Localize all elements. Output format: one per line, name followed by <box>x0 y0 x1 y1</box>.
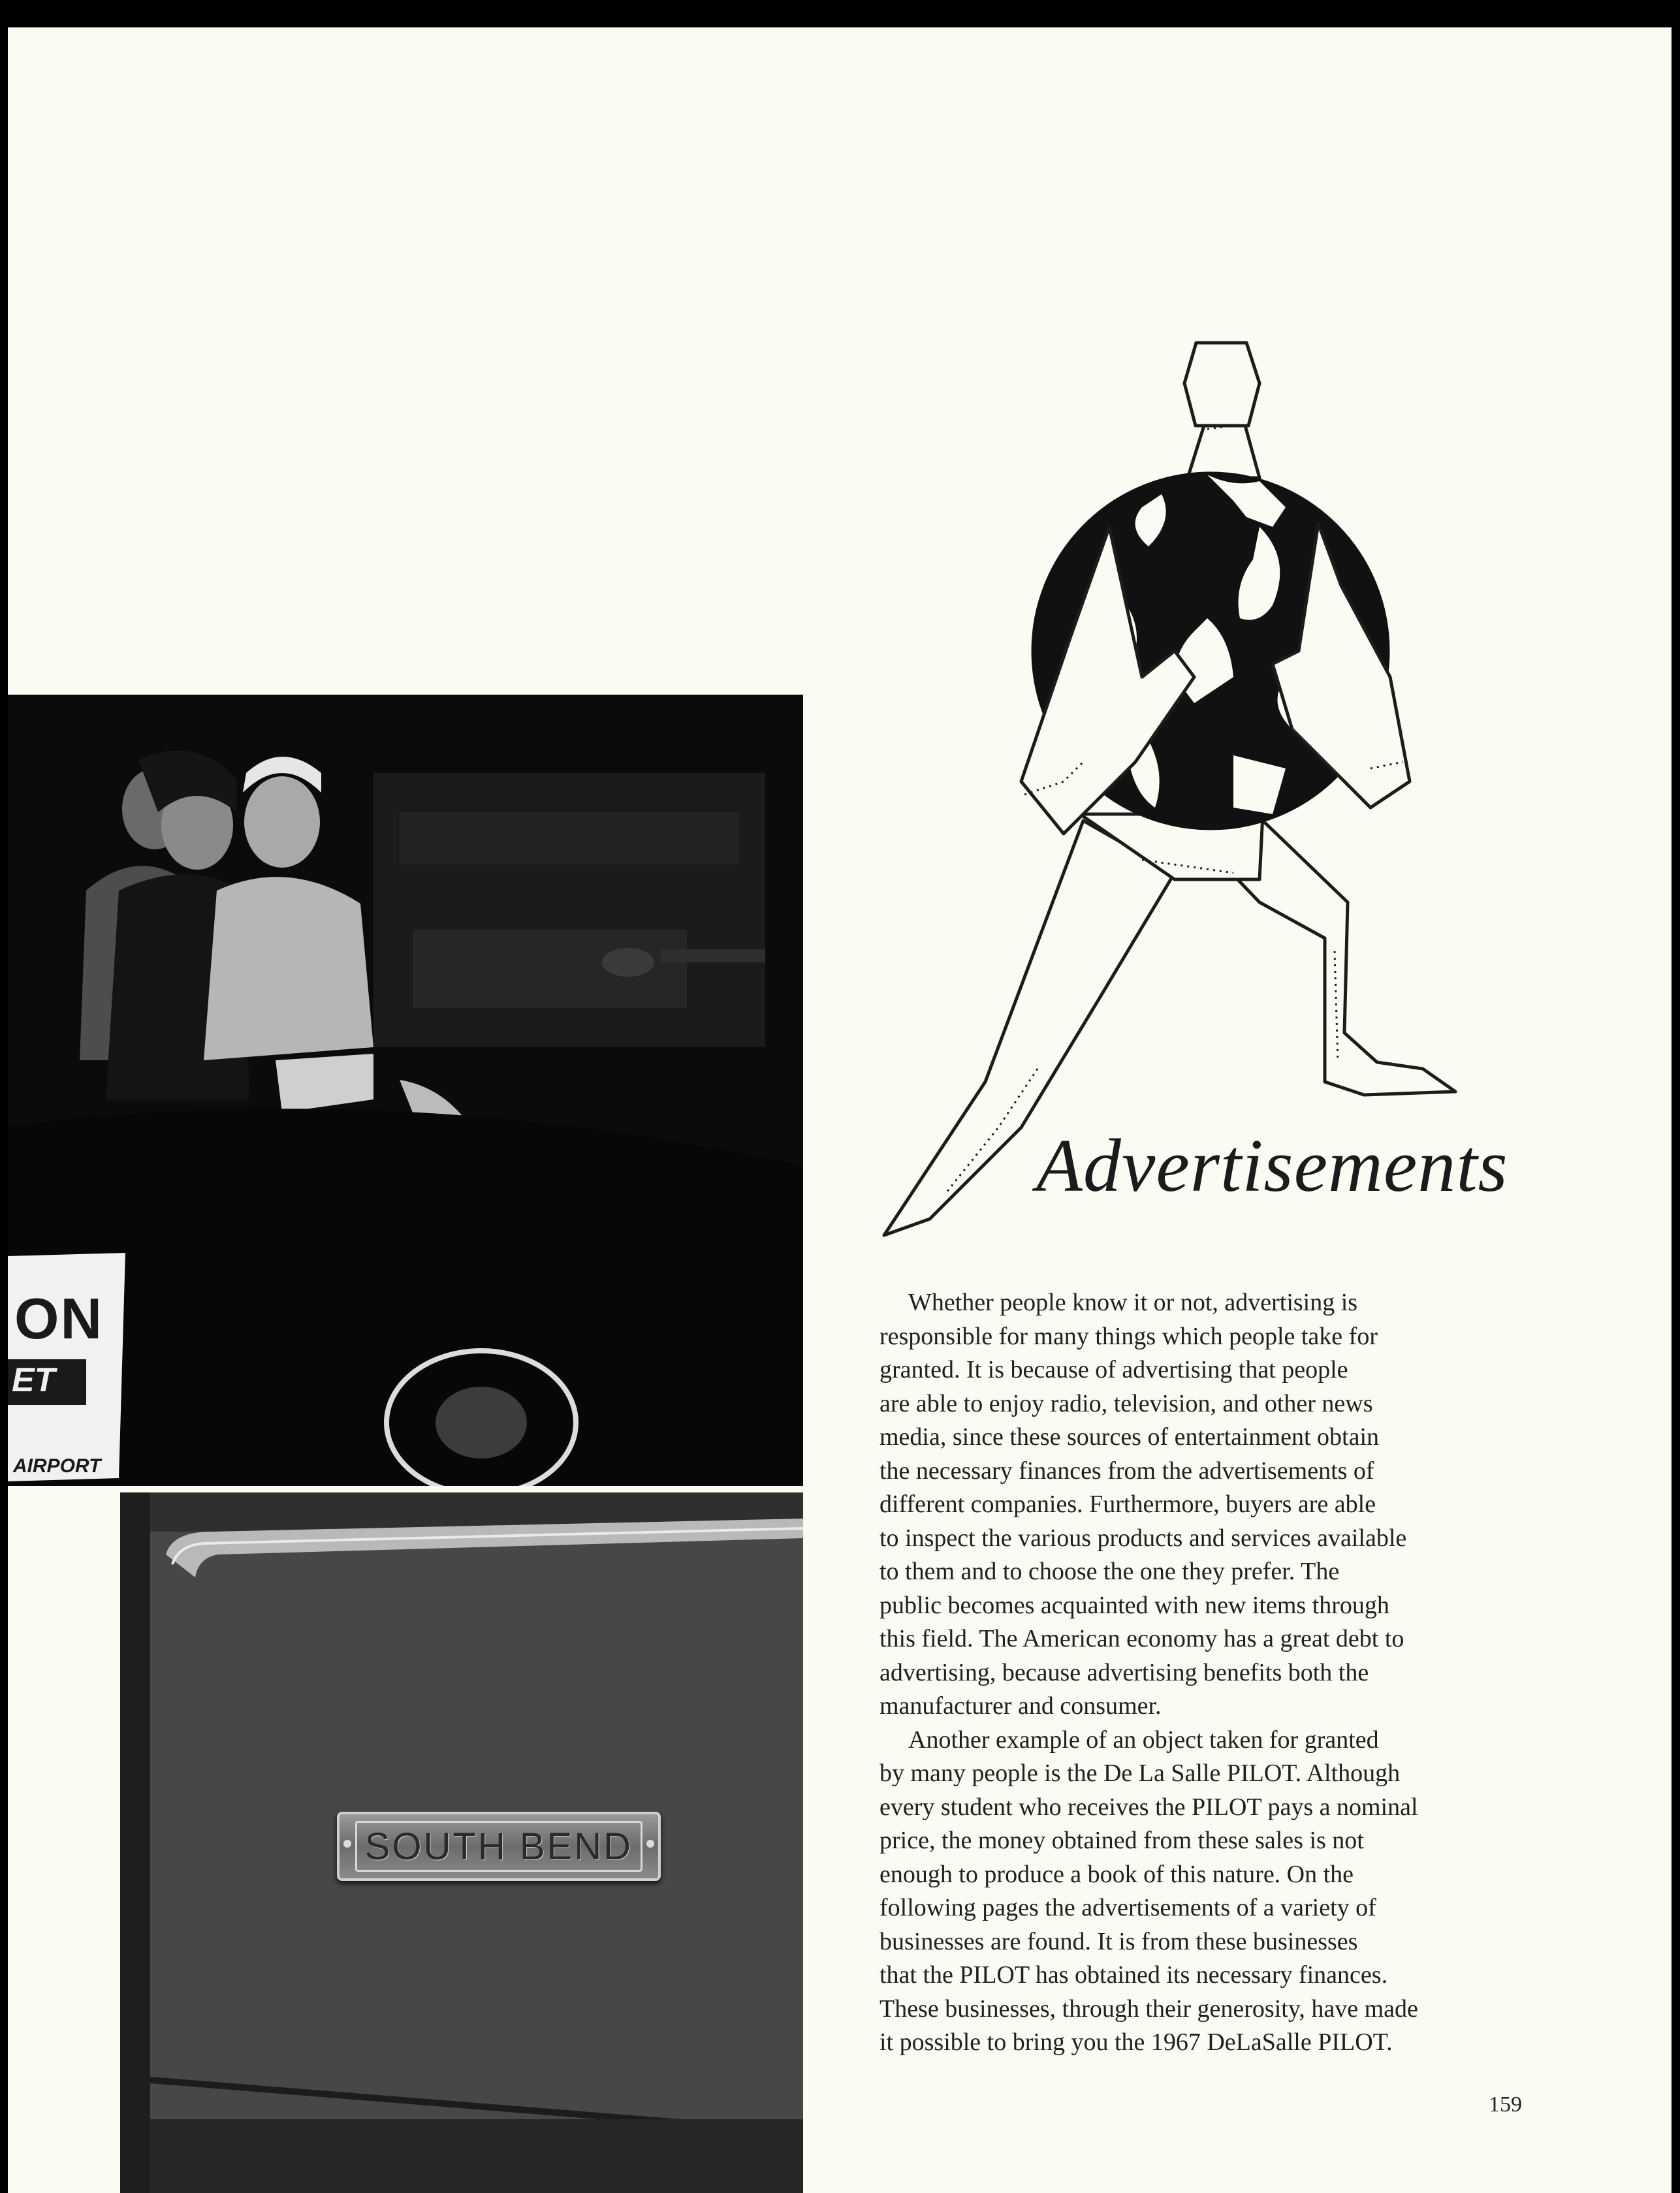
text-line: media, since these sources of entertainment obtain <box>880 1423 1380 1451</box>
text-line: different companies. Furthermore, buyers are able <box>880 1491 1376 1518</box>
page-heading: Advertisements <box>1036 1124 1508 1208</box>
text-line: by many people is the De La Salle PILOT. Although <box>880 1759 1401 1787</box>
text-line: These businesses, through their generosity, have made <box>880 1995 1418 2023</box>
text-line: to them and to choose the one they prefer. The <box>880 1558 1340 1585</box>
students-on-car-illustration <box>8 695 803 1486</box>
south-bend-nameplate <box>337 1812 661 1881</box>
students-on-car-photo <box>8 695 803 1486</box>
text-line: following pages the advertisements of a variety of <box>880 1894 1376 1921</box>
south-bend-door-photo <box>120 1492 803 2193</box>
yearbook-page <box>8 27 1672 2193</box>
rivet-right <box>646 1840 654 1848</box>
text-line: the necessary finances from the advertisements of <box>880 1457 1374 1485</box>
text-line: this field. The American economy has a great debt to <box>880 1625 1404 1652</box>
figure-holding-globe-illustration <box>868 311 1468 1265</box>
text-line: price, the money obtained from these sales is not <box>880 1827 1364 1854</box>
paragraph-1 <box>880 1286 1493 1724</box>
text-line: that the PILOT has obtained its necessary finances. <box>880 1961 1388 1989</box>
text-line: every student who receives the PILOT pays a nominal <box>880 1793 1418 1821</box>
text-line: it possible to bring you the 1967 DeLaSalle PILOT. <box>880 2028 1393 2056</box>
text-line: public becomes acquainted with new items through <box>880 1591 1389 1619</box>
paragraph-2 <box>880 1724 1493 2060</box>
intro-text <box>880 1286 1493 2060</box>
rivet-left <box>343 1840 351 1848</box>
text-line: Another example of an object taken for granted <box>908 1726 1379 1754</box>
nameplate-text: SOUTH BEND <box>355 1821 642 1872</box>
text-line: manufacturer and consumer. <box>880 1692 1162 1720</box>
text-line: are able to enjoy radio, television, and other news <box>880 1389 1373 1417</box>
text-line: responsible for many things which people take for <box>880 1322 1378 1350</box>
text-line: granted. It is because of advertising that people <box>880 1356 1348 1383</box>
text-line: businesses are found. It is from these businesses <box>880 1927 1358 1955</box>
text-line: advertising, because advertising benefits both the <box>880 1658 1369 1686</box>
page-number: 159 <box>1489 2092 1522 2117</box>
text-line: Whether people know it or not, advertising is <box>908 1289 1358 1316</box>
sign-text-on: ON <box>14 1286 103 1351</box>
text-line: to inspect the various products and services available <box>880 1524 1407 1552</box>
text-line: enough to produce a book of this nature. On the <box>880 1860 1354 1888</box>
sign-text-et: ET <box>12 1361 55 1399</box>
sign-text-airport: AIRPORT <box>13 1455 101 1477</box>
